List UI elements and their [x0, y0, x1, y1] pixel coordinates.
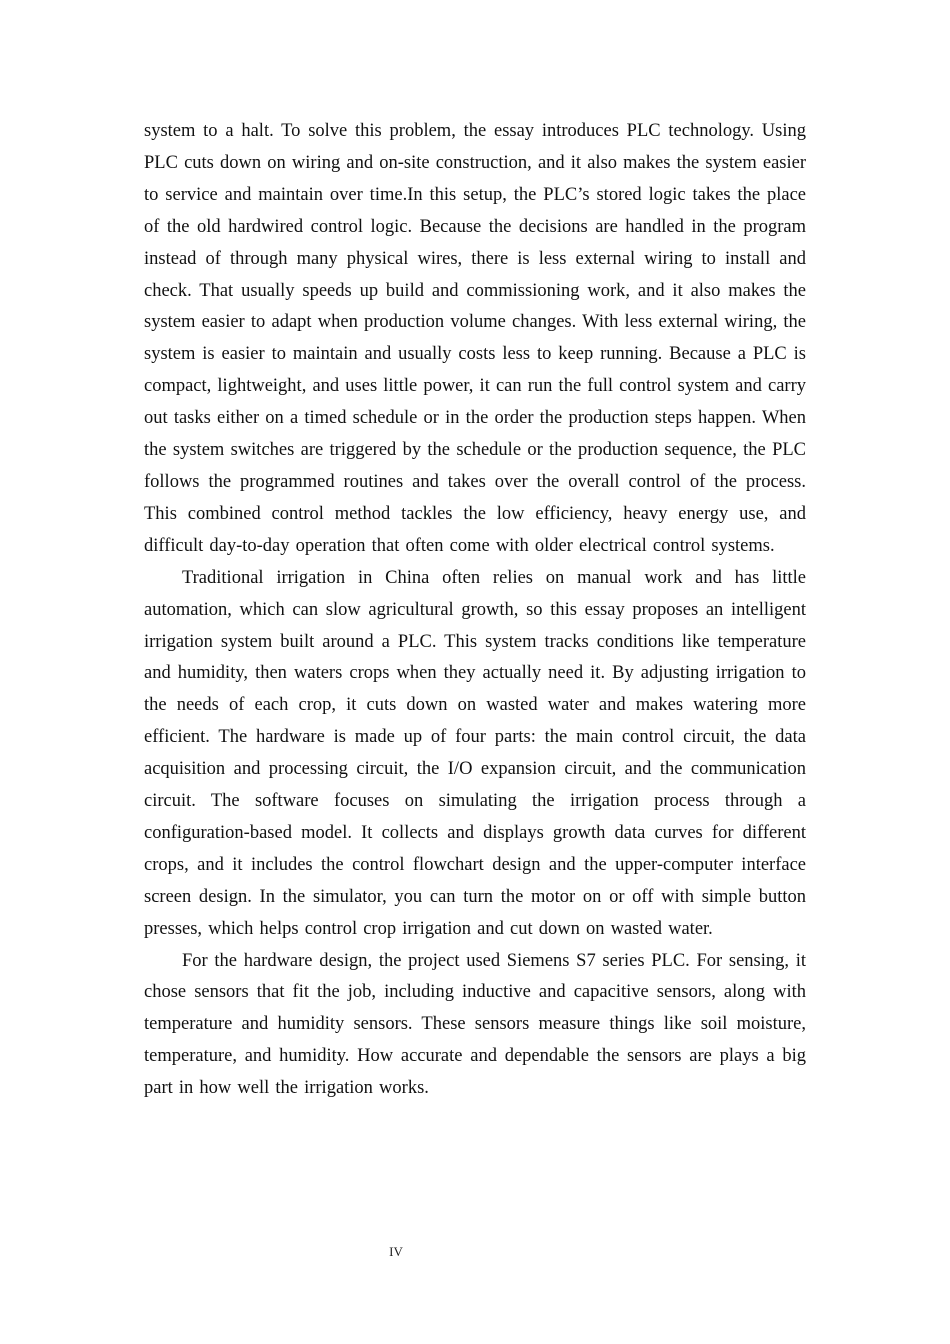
paragraph-hardware-design: For the hardware design, the project used Siemens S7 series PLC. For sensing, it chose sensors that fit the job, including inductive and capacitive sensors, along with temperature and humidity sensors. These sensors measure things like soil moisture, temperature, and humidity. How accurate and dependable the sensors are plays a big part in how well the irrigation works. [144, 950, 806, 1099]
paragraph-plc-technology: system to a halt. To solve this problem, the essay introduces PLC technology. Using PLC cuts down on wiring and on-site construction, and it also makes the system easier to service and maintain over time.In this setup, the PLC’s stored logic takes the place of the old hardwired control logic. Because the decisions are handled in the program instead of through many physical wires, there is less external wiring to install and check. That usually speeds up build and commissioning work, and it also makes the system easier to adapt when production volume changes. With less external wiring, the system is easier to maintain and usually costs less to keep running. Because a PLC is compact, lightweight, and uses little power, it can run the full control system and carry out tasks either on a timed schedule or in the order the production steps happen. When the system switches are triggered by the schedule or the production sequence, the PLC follows the programmed routines and takes over the overall control of the process. This combined control method tackles the low efficiency, heavy energy use, and difficult day-to-day operation that often come with older electrical control systems. [144, 121, 806, 556]
body-text [144, 116, 806, 1105]
page-number: IV [389, 1244, 403, 1259]
paragraph-intelligent-irrigation: Traditional irrigation in China often relies on manual work and has little automation, which can slow agricultural growth, so this essay proposes an intelligent irrigation system built around a PLC. This system tracks conditions like temperature and humidity, then waters crops when they actually need it. By adjusting irrigation to the needs of each crop, it cuts down on wasted water and makes watering more efficient. The hardware is made up of four parts: the main control circuit, the data acquisition and processing circuit, the I/O expansion circuit, and the communication circuit. The software focuses on simulating the irrigation process through a configuration-based model. It collects and displays growth data curves for different crops, and it includes the control flowchart design and the upper-computer interface screen design. In the simulator, you can turn the motor on or off with simple button presses, which helps control crop irrigation and cut down on wasted water. [144, 567, 806, 939]
